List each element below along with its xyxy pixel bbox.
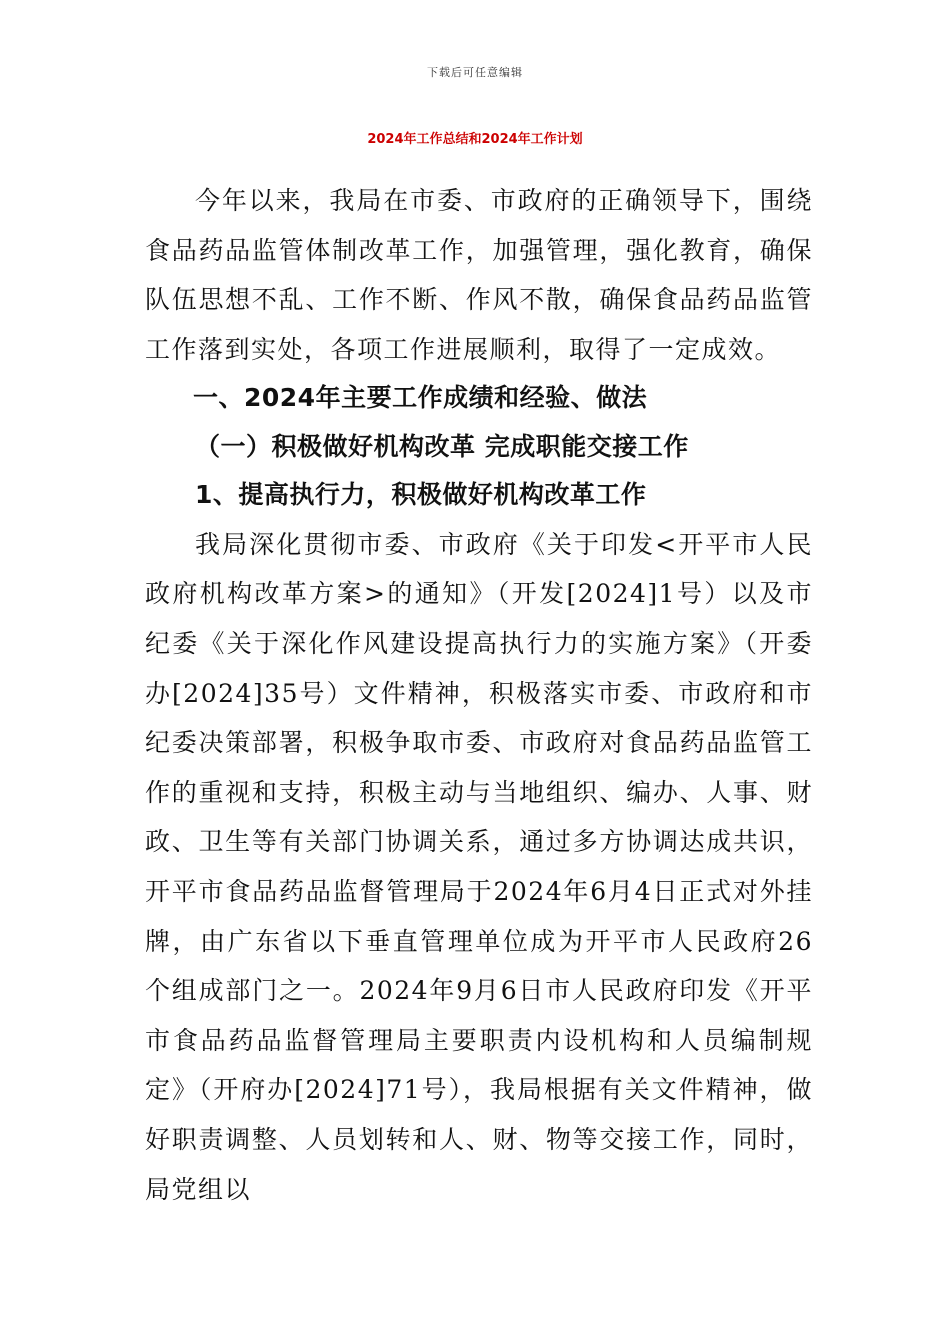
header-note: 下载后可任意编辑 (427, 66, 523, 79)
subsection-heading: （一）积极做好机构改革 完成职能交接工作 (195, 431, 689, 461)
item-heading: 1、提高执行力，积极做好机构改革工作 (195, 480, 647, 510)
document-title: 2024年工作总结和2024年工作计划 (367, 132, 583, 147)
item-paragraph: 我局深化贯彻市委、市政府《关于印发<开平市人民政府机构改革方案>的通知》（开发[2024]1号）以及市纪委《关于深化作风建设提高执行力的实施方案》（开委办[2024]35号）文件精神，积极落实市委、市政府和市纪委决策部署，积极争取市委、市政府对食品药品监管工作的重视和支持，积极主动与当地组织、编办、人事、财政、卫生等有关部门协调关系，通过多方协调达成共识，开平市食品药品监督管理局于2024年6月4日正式对外挂牌，由广东省以下垂直管理单位成为开平市人民政府26个组成部门之一。2024年9月6日市人民政府印发《开平市食品药品监督管理局主要职责内设机构和人员编制规定》（开府办[2024]71号），我局根据有关文件精神，做好职责调整、人员划转和人、财、物等交接工作，同时，局党组以 (145, 529, 813, 1204)
section-heading: 一、2024年主要工作成绩和经验、做法 (193, 383, 648, 413)
document-body (145, 176, 813, 1214)
intro-paragraph: 今年以来，我局在市委、市政府的正确领导下，围绕食品药品监管体制改革工作，加强管理，强化教育，确保队伍思想不乱、工作不断、作风不散，确保食品药品监管工作落到实处，各项工作进展顺利，取得了一定成效。 (145, 186, 813, 364)
